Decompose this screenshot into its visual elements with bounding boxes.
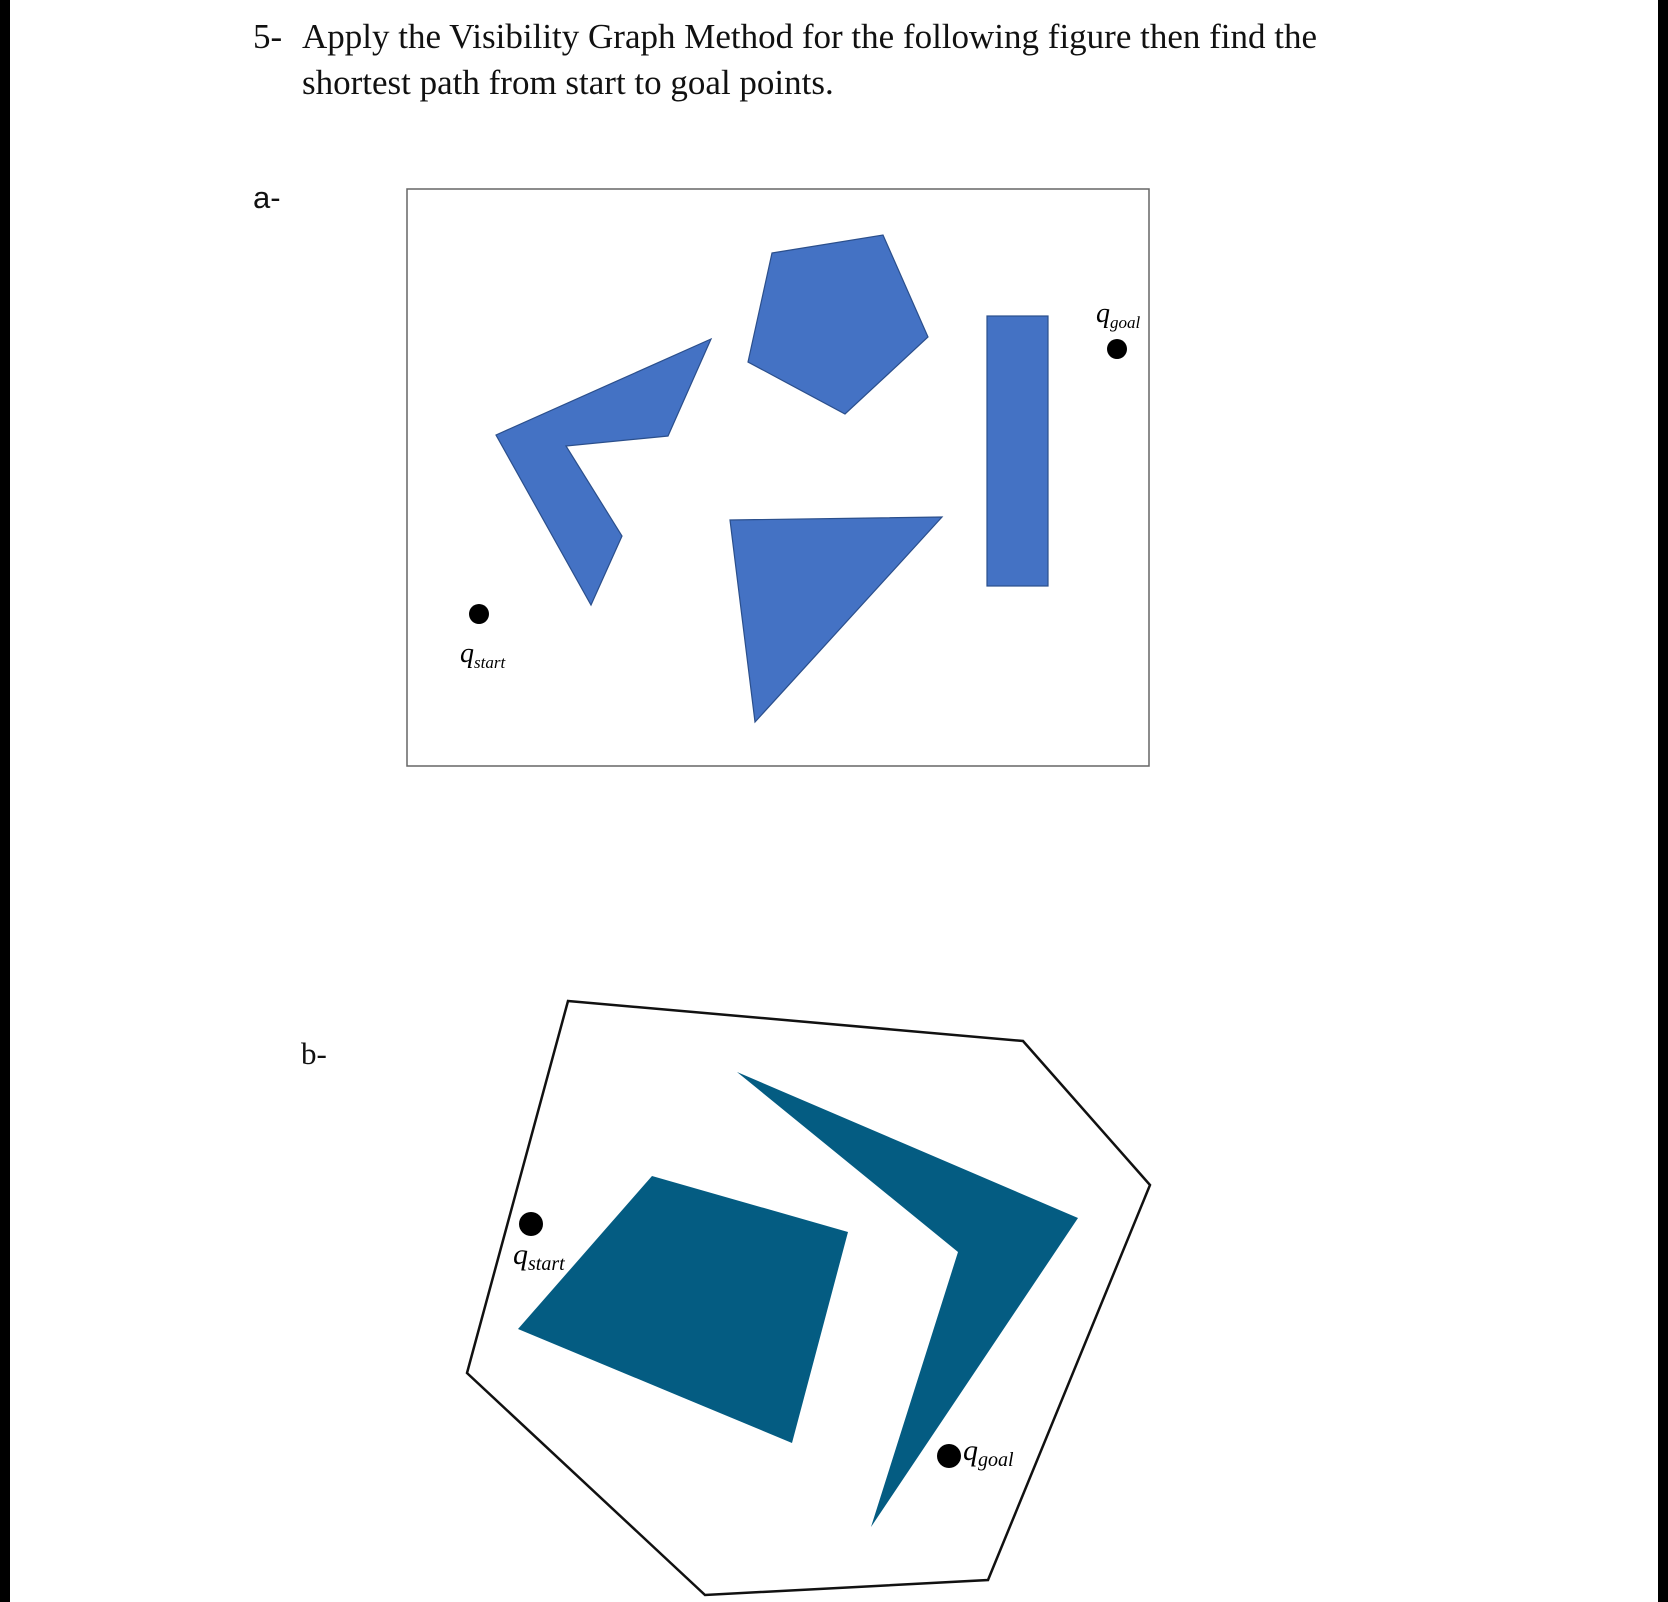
figure-a	[407, 189, 1149, 766]
figure-a-goal-sub: goal	[1110, 313, 1141, 332]
question-line-1-text: Apply the Visibility Graph Method for the following figure then find the	[302, 17, 1317, 56]
question-line-2: shortest path from start to goal points.	[302, 63, 834, 102]
figure-a-start-point	[469, 604, 489, 624]
figure-a-goal-point	[1107, 339, 1127, 359]
figure-b-goal-q: q	[963, 1434, 978, 1467]
figure-b-goal-sub: goal	[978, 1449, 1014, 1471]
figure-b-start-point	[519, 1212, 543, 1236]
part-a-label: a-	[253, 180, 281, 215]
figure-b-start-sub: start	[528, 1253, 565, 1275]
figure-b	[467, 1001, 1150, 1595]
figure-b-goal-point	[937, 1444, 961, 1468]
question-number: 5-	[253, 17, 283, 56]
part-b-label: b-	[301, 1036, 327, 1071]
figure-a-goal-q: q	[1096, 298, 1110, 329]
figure-a-start-q: q	[460, 638, 474, 669]
figure-b-start-q: q	[513, 1238, 528, 1271]
figure-a-start-sub: start	[474, 653, 506, 672]
figure-a-obstacle-rectangle	[987, 316, 1048, 586]
